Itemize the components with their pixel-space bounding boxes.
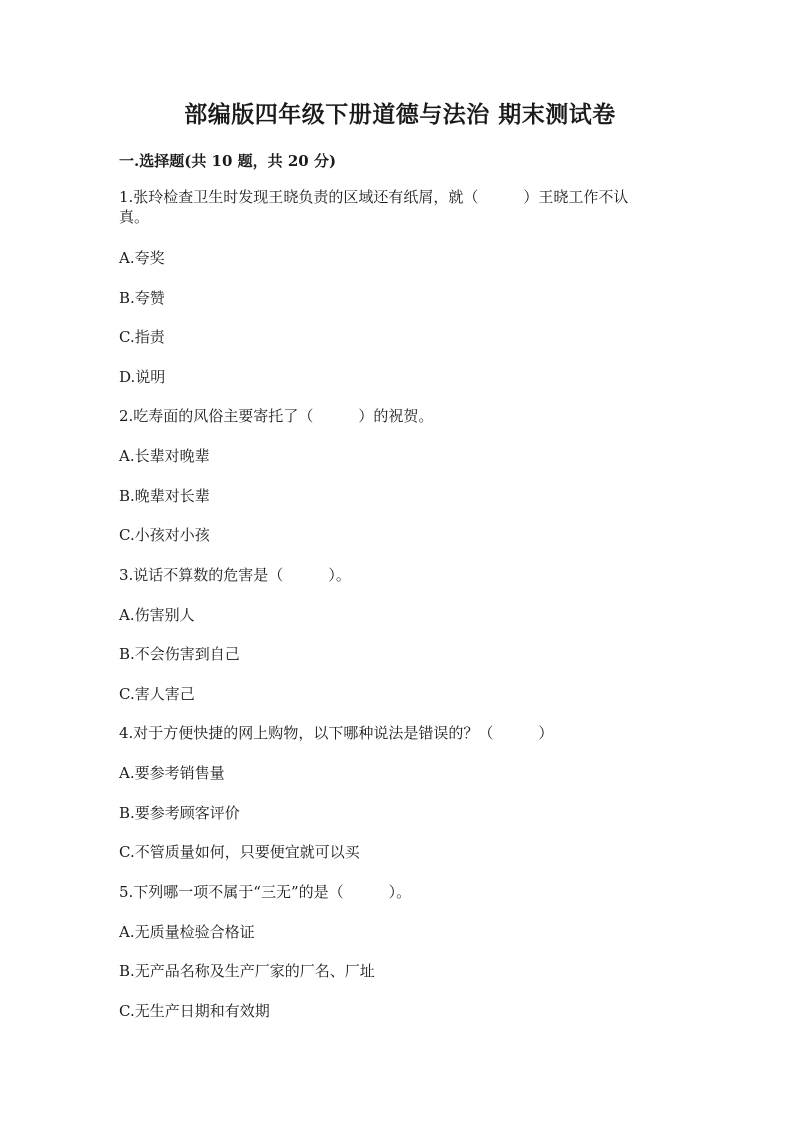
question-3-stem: 3.说话不算数的危害是（ ）。: [119, 566, 351, 584]
question-4-option-a: A.要参考销售量: [119, 764, 225, 782]
question-2-option-b: B.晚辈对长辈: [119, 487, 210, 505]
question-1-option-a: A.夸奖: [119, 249, 165, 267]
question-4-stem: 4.对于方便快捷的网上购物，以下哪种说法是错误的？（ ）: [119, 724, 554, 742]
question-1-stem-continued: 真。: [119, 208, 150, 226]
question-5-option-a: A.无质量检验合格证: [119, 923, 255, 941]
question-4-option-c: C.不管质量如何，只要便宜就可以买: [119, 843, 360, 861]
question-5-stem: 5.下列哪一项不属于“三无”的是（ ）。: [119, 883, 412, 901]
question-1-option-c: C.指责: [119, 328, 165, 346]
question-5-option-b: B.无产品名称及生产厂家的厂名、厂址: [119, 962, 375, 980]
question-2-option-a: A.长辈对晚辈: [119, 447, 210, 465]
question-4-option-b: B.要参考顾客评价: [119, 804, 240, 822]
question-5-option-c: C.无生产日期和有效期: [119, 1002, 270, 1020]
question-3-option-a: A.伤害别人: [119, 606, 195, 624]
question-3-option-b: B.不会伤害到自己: [119, 645, 240, 663]
question-1-option-d: D.说明: [119, 368, 166, 386]
question-3-option-c: C.害人害己: [119, 685, 195, 703]
exam-title: 部编版四年级下册道德与法治 期末测试卷: [184, 101, 616, 128]
question-2-option-c: C.小孩对小孩: [119, 526, 210, 544]
section-heading: 一.选择题(共 10 题，共 20 分): [119, 152, 337, 170]
question-1-stem: 1.张玲检查卫生时发现王晓负责的区域还有纸屑，就（ ）王晓工作不认: [119, 188, 629, 206]
question-1-option-b: B.夸赞: [119, 289, 165, 307]
question-2-stem: 2.吃寿面的风俗主要寄托了（ ）的祝贺。: [119, 407, 434, 425]
